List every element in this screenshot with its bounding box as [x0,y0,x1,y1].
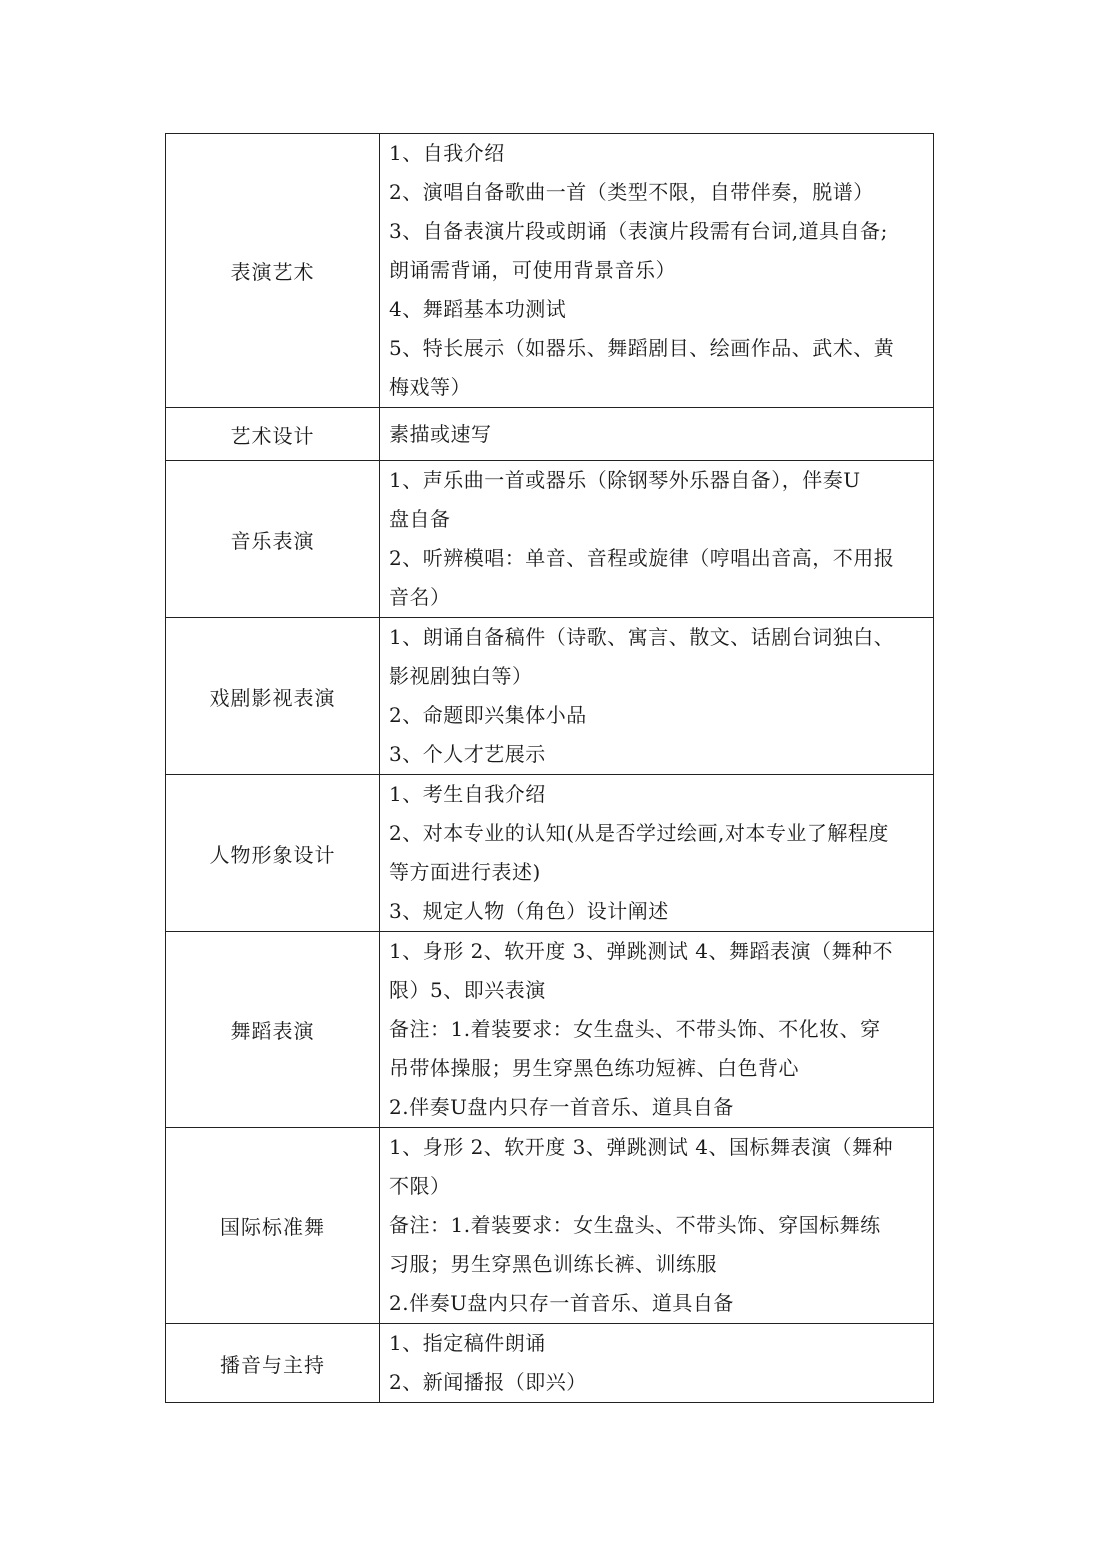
requirement-line: 朗诵需背诵，可使用背景音乐） [389,258,676,282]
requirement-line: 音名） [389,585,451,609]
requirement-line: 盘自备 [389,507,451,531]
table-row [166,1128,934,1324]
requirement-line: 2、命题即兴集体小品 [389,703,587,727]
requirement-line: 2、听辨模唱：单音、音程或旋律（哼唱出音高，不用报 [389,546,895,570]
requirement-line: 3、自备表演片段或朗诵（表演片段需有台词,道具自备; [389,219,888,243]
requirements-cell [380,932,934,1128]
requirement-line: 1、身形 2、软开度 3、弹跳测试 4、国标舞表演（舞种 [389,1135,893,1159]
major-name: 表演艺术 [166,134,380,408]
exam-requirements-table [165,133,934,1403]
requirement-line: 2.伴奏U盘内只存一首音乐、道具自备 [389,1291,734,1315]
requirements-cell [380,408,934,461]
requirement-line: 习服；男生穿黑色训练长裤、训练服 [389,1252,717,1276]
requirement-line: 5、特长展示（如器乐、舞蹈剧目、绘画作品、武术、黄 [389,336,895,360]
requirement-line: 不限） [389,1174,451,1198]
requirement-line: 2.伴奏U盘内只存一首音乐、道具自备 [389,1095,734,1119]
requirement-line: 4、舞蹈基本功测试 [389,297,567,321]
major-name: 播音与主持 [166,1324,380,1403]
requirement-line: 3、个人才艺展示 [389,742,546,766]
table-row [166,932,934,1128]
major-name: 戏剧影视表演 [166,618,380,775]
major-name: 国际标准舞 [166,1128,380,1324]
requirement-line: 1、考生自我介绍 [389,782,546,806]
major-name: 音乐表演 [166,461,380,618]
requirements-cell [380,1324,934,1403]
requirement-line: 备注：1.着装要求：女生盘头、不带头饰、穿国标舞练 [389,1213,881,1237]
table-row [166,775,934,932]
requirement-line: 1、声乐曲一首或器乐（除钢琴外乐器自备），伴奏U [389,468,861,492]
table-row [166,461,934,618]
requirement-line: 限）5、即兴表演 [389,978,546,1002]
table-row [166,618,934,775]
requirement-line: 2、演唱自备歌曲一首（类型不限，自带伴奏，脱谱） [389,180,874,204]
requirement-line: 备注：1.着装要求：女生盘头、不带头饰、不化妆、穿 [389,1017,881,1041]
requirement-line: 素描或速写 [389,421,492,446]
requirement-line: 1、身形 2、软开度 3、弹跳测试 4、舞蹈表演（舞种不 [389,939,893,963]
requirement-line: 3、规定人物（角色）设计阐述 [389,899,669,923]
requirement-line: 影视剧独白等） [389,664,533,688]
table-row [166,408,934,461]
requirements-cell [380,775,934,932]
major-name: 艺术设计 [166,408,380,461]
major-name: 舞蹈表演 [166,932,380,1128]
requirement-line: 梅戏等） [389,375,471,399]
major-name: 人物形象设计 [166,775,380,932]
requirement-line: 2、对本专业的认知(从是否学过绘画,对本专业了解程度 [389,821,889,845]
requirements-cell [380,134,934,408]
requirements-cell [380,618,934,775]
requirement-line: 1、自我介绍 [389,141,505,165]
table-row [166,134,934,408]
requirement-line: 等方面进行表述) [389,860,541,884]
requirements-cell [380,461,934,618]
requirements-cell [380,1128,934,1324]
table-row [166,1324,934,1403]
requirement-line: 吊带体操服；男生穿黑色练功短裤、白色背心 [389,1056,799,1080]
requirement-line: 1、朗诵自备稿件（诗歌、寓言、散文、话剧台词独白、 [389,625,895,649]
requirement-line: 1、指定稿件朗诵 [389,1331,546,1355]
requirement-line: 2、新闻播报（即兴） [389,1370,587,1394]
